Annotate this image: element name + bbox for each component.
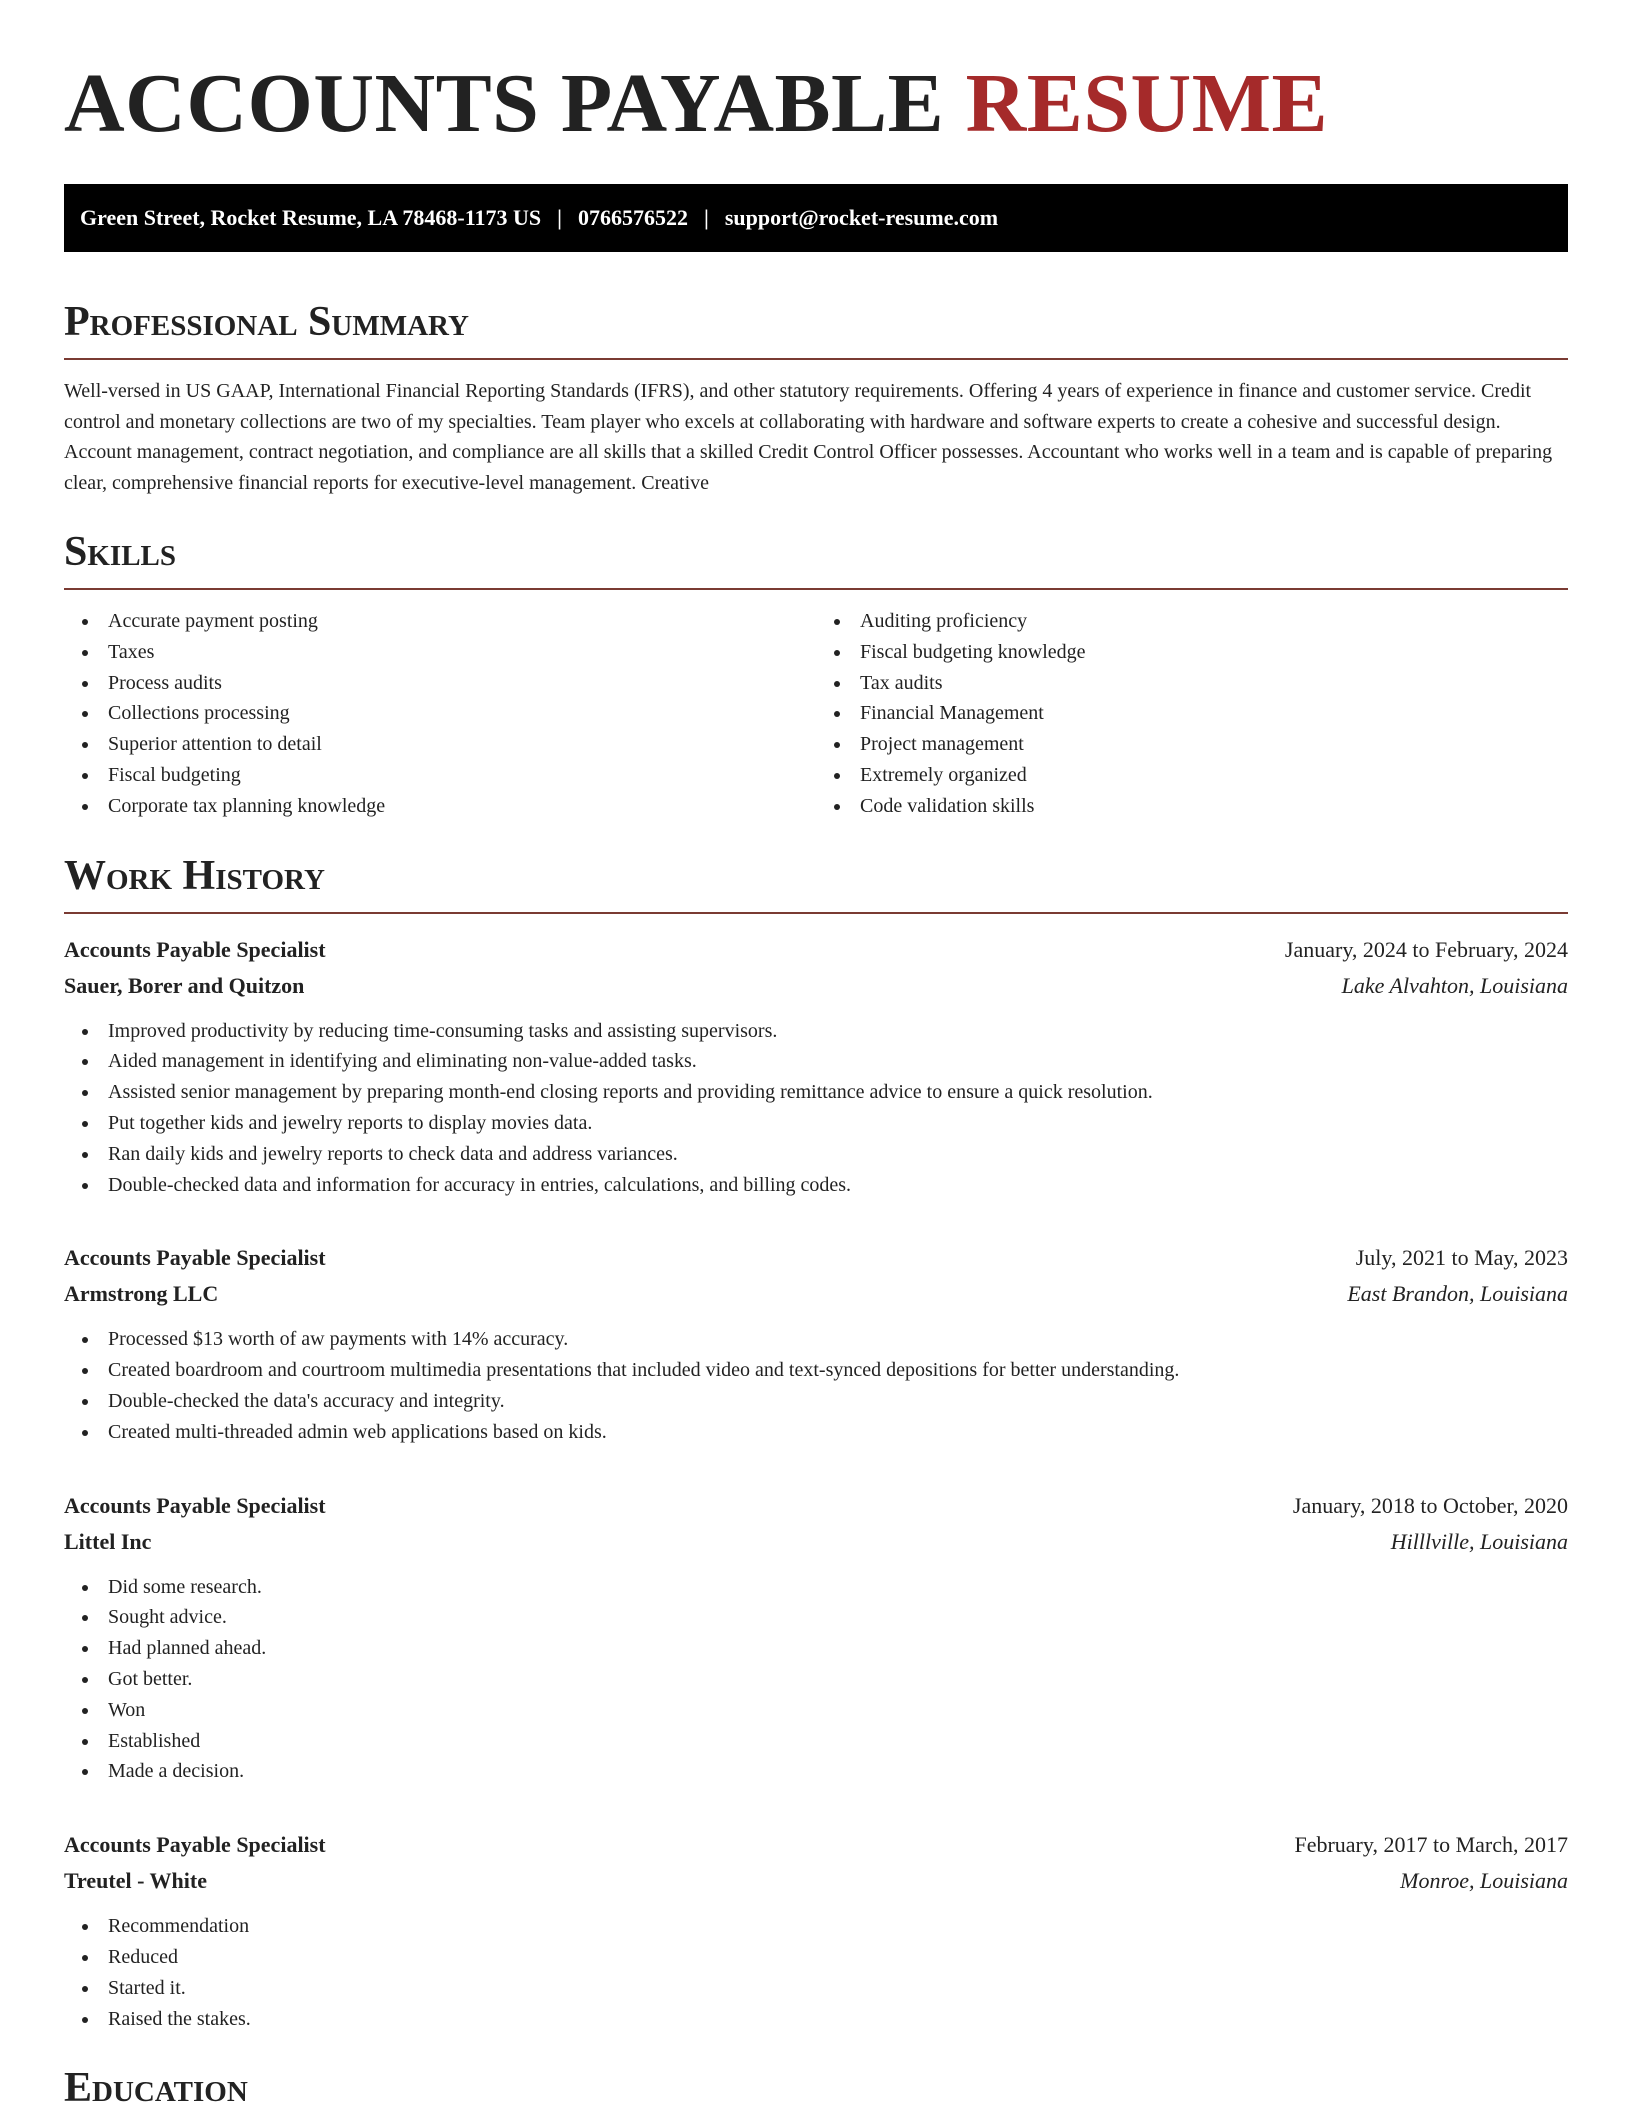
job-entry — [64, 1827, 1568, 2034]
skill-item: Accurate payment posting — [64, 606, 816, 637]
job-header-row — [64, 1827, 1568, 1863]
skill-item: Fiscal budgeting — [64, 760, 816, 791]
job-bullet: Processed $13 worth of aw payments with 14% accuracy. — [64, 1324, 1568, 1355]
job-bullet: Double-checked the data's accuracy and integrity. — [64, 1386, 1568, 1417]
skill-item: Process audits — [64, 668, 816, 699]
skill-item: Collections processing — [64, 698, 816, 729]
job-company-row — [64, 1863, 1568, 1899]
skill-item: Superior attention to detail — [64, 729, 816, 760]
job-bullet: Had planned ahead. — [64, 1633, 1568, 1664]
work-heading: Work History — [64, 852, 325, 899]
job-company: Littel Inc — [64, 1528, 152, 1554]
contact-address: Green Street, Rocket Resume, LA 78468-1173 US — [80, 205, 542, 230]
skill-item: Project management — [816, 729, 1568, 760]
job-location: Monroe, Louisiana — [1400, 1868, 1568, 1894]
section-divider — [64, 588, 1568, 590]
job-bullet: Aided management in identifying and eliminating non-value-added tasks. — [64, 1046, 1568, 1077]
section-divider — [64, 912, 1568, 914]
contact-separator: | — [704, 205, 709, 230]
contact-separator: | — [557, 205, 562, 230]
job-bullet: Reduced — [64, 1942, 1568, 1973]
job-location: East Brandon, Louisiana — [1347, 1281, 1568, 1307]
job-position: Accounts Payable Specialist — [64, 1832, 326, 1858]
job-bullet: Recommendation — [64, 1911, 1568, 1942]
job-bullet: Put together kids and jewelry reports to display movies data. — [64, 1108, 1568, 1139]
summary-heading: Professional Summary — [64, 299, 469, 345]
job-company: Treutel - White — [64, 1868, 207, 1894]
job-header-row — [64, 1488, 1568, 1524]
skills-grid — [64, 606, 1568, 822]
skill-item: Corporate tax planning knowledge — [64, 791, 816, 822]
job-entry — [64, 1240, 1568, 1447]
job-bullet: Ran daily kids and jewelry reports to check data and address variances. — [64, 1139, 1568, 1170]
job-company-row — [64, 1276, 1568, 1312]
job-bullets — [64, 1911, 1568, 2034]
job-bullets — [64, 1572, 1568, 1788]
job-bullet: Assisted senior management by preparing month-end closing reports and providing remittance advice to ensure a quick resolution. — [64, 1077, 1568, 1108]
skill-item: Taxes — [64, 637, 816, 668]
job-entry — [64, 1488, 1568, 1788]
job-dates: July, 2021 to May, 2023 — [1355, 1245, 1568, 1271]
skill-item: Fiscal budgeting knowledge — [816, 637, 1568, 668]
job-header-row — [64, 932, 1568, 968]
job-location: Hilllville, Louisiana — [1390, 1528, 1568, 1554]
job-bullet: Improved productivity by reducing time-consuming tasks and assisting supervisors. — [64, 1016, 1568, 1047]
skill-item: Tax audits — [816, 668, 1568, 699]
job-bullet: Double-checked data and information for accuracy in entries, calculations, and billing codes. — [64, 1170, 1568, 1201]
skill-item: Financial Management — [816, 698, 1568, 729]
skill-item: Auditing proficiency — [816, 606, 1568, 637]
skill-item: Extremely organized — [816, 760, 1568, 791]
contact-bar — [64, 184, 1568, 252]
job-location: Lake Alvahton, Louisiana — [1341, 972, 1568, 998]
job-position: Accounts Payable Specialist — [64, 1245, 326, 1271]
title-accent: RESUME — [965, 57, 1329, 150]
job-dates: February, 2017 to March, 2017 — [1294, 1832, 1568, 1858]
skills-section — [64, 526, 1568, 822]
job-bullet: Got better. — [64, 1664, 1568, 1695]
education-heading: Education — [64, 2065, 248, 2112]
job-bullet: Sought advice. — [64, 1602, 1568, 1633]
contact-phone: 0766576522 — [578, 205, 688, 230]
job-dates: January, 2024 to February, 2024 — [1284, 936, 1568, 962]
job-bullet: Made a decision. — [64, 1756, 1568, 1787]
job-position: Accounts Payable Specialist — [64, 1492, 326, 1518]
job-dates: January, 2018 to October, 2020 — [1292, 1492, 1568, 1518]
summary-section — [64, 296, 1568, 498]
skills-heading: Skills — [64, 529, 177, 575]
skill-item: Code validation skills — [816, 791, 1568, 822]
job-company-row — [64, 1524, 1568, 1560]
job-bullet: Created multi-threaded admin web applications based on kids. — [64, 1417, 1568, 1448]
title-main: ACCOUNTS PAYABLE — [64, 57, 945, 150]
resume-title — [64, 56, 1568, 152]
job-bullets — [64, 1324, 1568, 1447]
job-company: Sauer, Borer and Quitzon — [64, 972, 305, 998]
job-entry — [64, 932, 1568, 1201]
contact-email: support@rocket-resume.com — [724, 205, 999, 230]
job-bullets — [64, 1016, 1568, 1201]
section-divider — [64, 358, 1568, 360]
education-section — [64, 2062, 1568, 2114]
work-section — [64, 850, 1568, 2035]
job-bullet: Created boardroom and courtroom multimedia presentations that included video and text-synced depositions for better understanding. — [64, 1355, 1568, 1386]
job-bullet: Established — [64, 1726, 1568, 1757]
job-bullet: Raised the stakes. — [64, 2004, 1568, 2035]
job-company-row — [64, 968, 1568, 1004]
job-header-row — [64, 1240, 1568, 1276]
skills-list-left — [64, 606, 816, 822]
job-bullet: Started it. — [64, 1973, 1568, 2004]
job-position: Accounts Payable Specialist — [64, 936, 326, 962]
job-list — [64, 932, 1568, 2035]
skills-list-right — [816, 606, 1568, 822]
job-bullet: Did some research. — [64, 1572, 1568, 1603]
job-bullet: Won — [64, 1695, 1568, 1726]
summary-text: Well-versed in US GAAP, International Financial Reporting Standards (IFRS), and other statutory requirements. Offering 4 years of experience in finance and customer service. Credit control and monetary collections are two of my specialties. Team player who excels at collaborating with hardware and software experts to create a cohesive and successful design. Account management, contract negotiation, and compliance are all skills that a skilled Credit Control Officer possesses. Accountant who works well in a team and is capable of preparing clear, comprehensive financial reports for executive-level management. Creative — [64, 380, 1553, 494]
job-company: Armstrong LLC — [64, 1281, 219, 1307]
